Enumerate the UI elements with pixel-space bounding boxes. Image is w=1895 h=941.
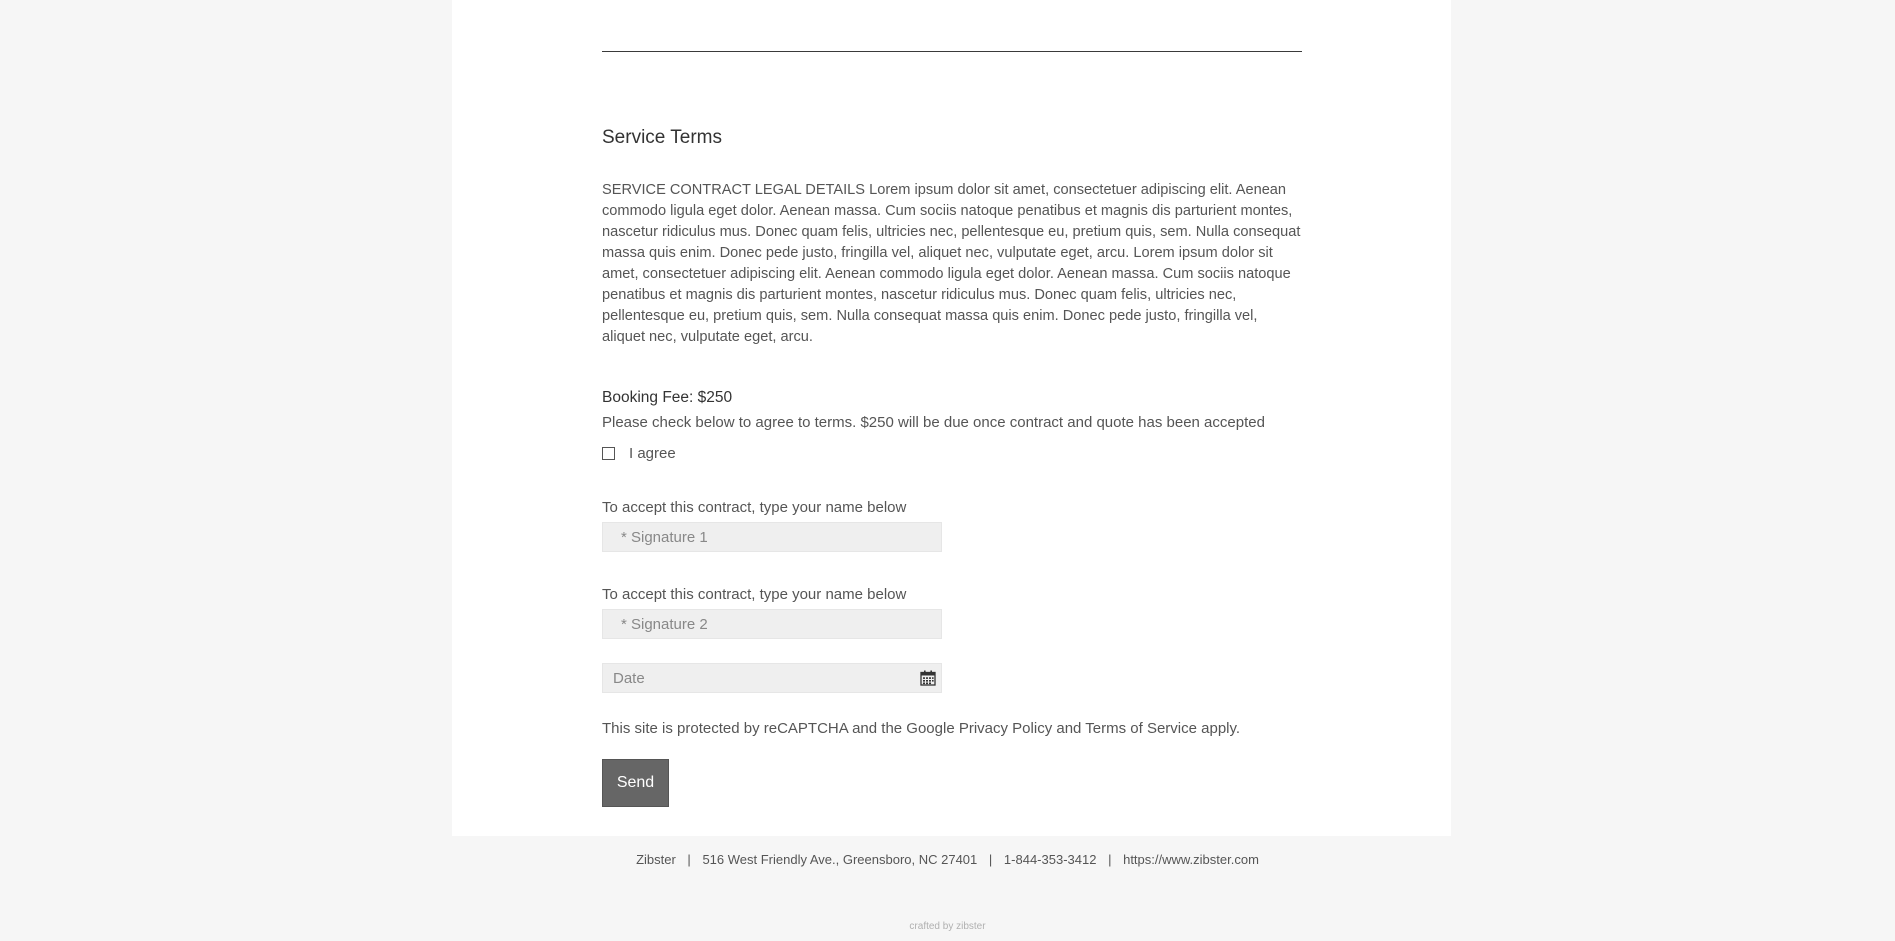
booking-fee-instructions: Please check below to agree to terms. $250 will be due once contract and quote has been accepted xyxy=(602,414,1265,431)
agree-checkbox[interactable] xyxy=(602,447,615,460)
calendar-icon[interactable] xyxy=(920,670,936,686)
footer-address: 516 West Friendly Ave., Greensboro, NC 27401 xyxy=(702,852,978,867)
section-title: Service Terms xyxy=(602,127,723,148)
agree-checkbox-row[interactable] xyxy=(602,445,676,462)
footer-separator: | xyxy=(687,852,691,867)
signature-1-input[interactable] xyxy=(602,522,942,552)
footer-company: Zibster xyxy=(636,852,676,867)
agree-label: I agree xyxy=(629,445,676,462)
booking-fee-label: Booking Fee: $250 xyxy=(602,389,733,406)
footer-separator: | xyxy=(988,852,993,867)
contract-card xyxy=(452,0,1451,836)
footer-credit: crafted by zibster xyxy=(909,921,986,932)
signature-2-input[interactable] xyxy=(602,609,942,639)
footer-separator: | xyxy=(1108,852,1112,867)
footer-contact-info xyxy=(0,852,1895,867)
send-button[interactable]: Send xyxy=(602,759,669,807)
terms-body: SERVICE CONTRACT LEGAL DETAILS Lorem ipsum dolor sit amet, consectetuer adipiscing elit. Aenean commodo ligula eget dolor. Aenean massa. Cum sociis natoque penatibus et magnis dis parturient montes, nascetur ridiculus mus. Donec quam felis, ultricies nec, pellentesque eu, pretium quis, sem. Nulla consequat massa quis enim. Donec pede justo, fringilla vel, aliquet nec, vulputate eget, arcu. Lorem ipsum dolor sit amet, consectetuer adipiscing elit. Aenean commodo ligula eget dolor. Aenean massa. Cum sociis natoque penatibus et magnis dis parturient montes, nascetur ridiculus mus. Donec quam felis, ultricies nec, pellentesque eu, pretium quis, sem. Nulla consequat massa quis enim. Donec pede justo, fringilla vel, aliquet nec, vulputate eget, arcu. xyxy=(602,182,1301,345)
footer-website-link[interactable]: https://www.zibster.com xyxy=(1123,852,1259,867)
recaptcha-notice: This site is protected by reCAPTCHA and the Google Privacy Policy and Terms of Service apply. xyxy=(602,720,1241,737)
date-input[interactable] xyxy=(602,663,942,693)
footer-phone: 1-844-353-3412 xyxy=(1003,852,1097,867)
section-divider xyxy=(602,51,1302,52)
signature-1-label: To accept this contract, type your name below xyxy=(602,499,907,516)
signature-2-label: To accept this contract, type your name below xyxy=(602,586,907,603)
